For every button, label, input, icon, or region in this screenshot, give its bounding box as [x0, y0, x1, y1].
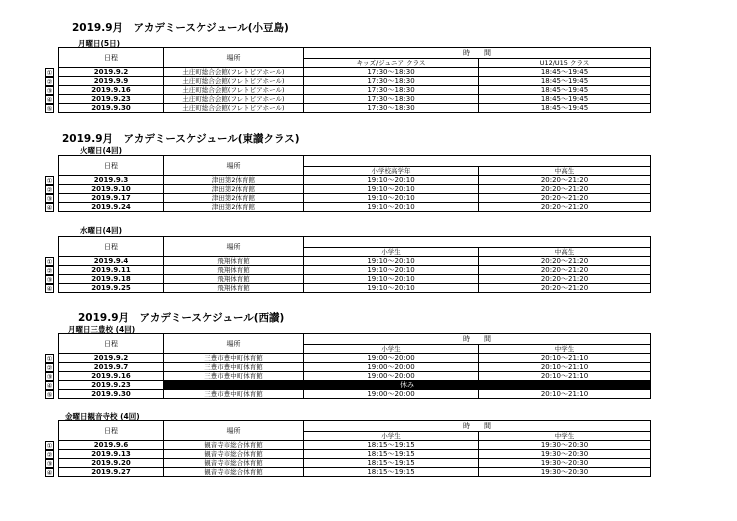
schedule-table	[58, 333, 651, 399]
schedule-table	[58, 155, 651, 212]
header-time	[304, 156, 651, 167]
table-row	[59, 354, 651, 363]
row-time-b: 18:45～19:45	[479, 104, 651, 113]
row-date: 2019.9.16	[59, 86, 164, 95]
header-place: 場所	[164, 156, 304, 176]
row-time-b: 18:45～19:45	[479, 86, 651, 95]
table-row	[59, 257, 651, 266]
section-title-shodoshima: 2019.9月 アカデミースケジュール(小豆島)	[72, 22, 289, 34]
row-date: 2019.9.16	[59, 372, 164, 381]
header-row	[59, 48, 651, 59]
row-time-b: 20:20～21:20	[479, 275, 651, 284]
row-number: ⑤	[46, 104, 53, 113]
row-number: ②	[46, 266, 53, 275]
header-row	[59, 421, 651, 432]
row-number: ②	[46, 363, 53, 372]
row-date: 2019.9.23	[59, 95, 164, 104]
row-place: 津田第2体育館	[164, 194, 304, 203]
table-row	[59, 77, 651, 86]
header-place: 場所	[164, 334, 304, 354]
row-time-a: 19:10～20:10	[304, 185, 479, 194]
schedule-table	[58, 420, 651, 477]
row-place: 三豊市豊中町体育館	[164, 363, 304, 372]
row-place: 飛翔体育館	[164, 275, 304, 284]
row-place: 土庄町総合会館(フレトピアホール)	[164, 68, 304, 77]
row-time-b: 20:20～21:20	[479, 284, 651, 293]
row-time-a: 18:15～19:15	[304, 441, 479, 450]
row-time-b: 20:20～21:20	[479, 266, 651, 275]
row-time-a: 19:00～20:00	[304, 372, 479, 381]
row-time-b: 20:10～21:10	[479, 372, 651, 381]
row-place: 津田第2体育館	[164, 176, 304, 185]
section-subtitle: 月曜日三豊校 (4回)	[68, 325, 136, 334]
row-time-b: 20:10～21:10	[479, 354, 651, 363]
row-date: 2019.9.27	[59, 468, 164, 477]
row-date: 2019.9.3	[59, 176, 164, 185]
row-place: 観音寺市総合体育館	[164, 468, 304, 477]
row-time-a: 17:30～18:30	[304, 68, 479, 77]
row-date: 2019.9.10	[59, 185, 164, 194]
header-date: 日程	[59, 48, 164, 68]
header-class-b: 中高生	[479, 167, 651, 176]
row-date: 2019.9.30	[59, 104, 164, 113]
row-place: 飛翔体育館	[164, 266, 304, 275]
row-number: ④	[46, 284, 53, 293]
row-number: ⑤	[46, 390, 53, 399]
row-number: ④	[46, 381, 53, 390]
row-number: ③	[46, 275, 53, 284]
table-row	[59, 194, 651, 203]
row-number: ①	[46, 441, 53, 450]
row-time-b: 18:45～19:45	[479, 68, 651, 77]
section-subtitle: 金曜日観音寺校 (4回)	[65, 412, 140, 421]
header-date: 日程	[59, 237, 164, 257]
header-date: 日程	[59, 334, 164, 354]
row-time-b: 20:20～21:20	[479, 194, 651, 203]
row-time-a: 18:15～19:15	[304, 450, 479, 459]
header-time: 時 間	[304, 421, 651, 432]
section-subtitle: 水曜日(4回)	[80, 226, 123, 235]
row-place: 三豊市豊中町体育館	[164, 390, 304, 399]
row-place: 飛翔体育館	[164, 257, 304, 266]
row-date: 2019.9.18	[59, 275, 164, 284]
header-place: 場所	[164, 237, 304, 257]
header-time	[304, 237, 651, 248]
header-time: 時 間	[304, 334, 651, 345]
row-place: 観音寺市総合体育館	[164, 459, 304, 468]
row-date: 2019.9.7	[59, 363, 164, 372]
row-place: 土庄町総合会館(フレトピアホール)	[164, 86, 304, 95]
row-number: ①	[46, 257, 53, 266]
row-number: ③	[46, 372, 53, 381]
row-number: ②	[46, 185, 53, 194]
header-place: 場所	[164, 48, 304, 68]
header-class-a: 小学校高学年	[304, 167, 479, 176]
row-date: 2019.9.23	[59, 381, 164, 390]
header-time: 時 間	[304, 48, 651, 59]
row-place: 三豊市豊中町体育館	[164, 354, 304, 363]
row-time-a: 17:30～18:30	[304, 95, 479, 104]
row-place: 観音寺市総合体育館	[164, 450, 304, 459]
table-row	[59, 459, 651, 468]
row-time-a: 17:30～18:30	[304, 86, 479, 95]
table-row	[59, 450, 651, 459]
row-date: 2019.9.11	[59, 266, 164, 275]
row-number: ①	[46, 68, 53, 77]
row-time-a: 18:15～19:15	[304, 459, 479, 468]
row-date: 2019.9.24	[59, 203, 164, 212]
row-place: 土庄町総合会館(フレトピアホール)	[164, 104, 304, 113]
schedule-table	[58, 236, 651, 293]
row-time-a: 19:10～20:10	[304, 176, 479, 185]
row-number: ②	[46, 77, 53, 86]
table-row	[59, 86, 651, 95]
row-time-b: 18:45～19:45	[479, 95, 651, 104]
row-number: ①	[46, 176, 53, 185]
row-place: 土庄町総合会館(フレトピアホール)	[164, 95, 304, 104]
row-time-a: 19:00～20:00	[304, 354, 479, 363]
row-date: 2019.9.20	[59, 459, 164, 468]
row-time-a: 19:10～20:10	[304, 275, 479, 284]
row-place: 土庄町総合会館(フレトピアホール)	[164, 77, 304, 86]
row-time-a: 17:30～18:30	[304, 77, 479, 86]
row-place: 飛翔体育館	[164, 284, 304, 293]
row-time-a: 18:15～19:15	[304, 468, 479, 477]
row-date: 2019.9.25	[59, 284, 164, 293]
row-place: 三豊市豊中町体育館	[164, 372, 304, 381]
header-class-b: U12/U15 クラス	[479, 59, 651, 68]
holiday-cell: 休み	[164, 381, 651, 390]
row-place: 津田第2体育館	[164, 203, 304, 212]
table-row	[59, 468, 651, 477]
row-date: 2019.9.6	[59, 441, 164, 450]
row-number: ④	[46, 95, 53, 104]
row-date: 2019.9.30	[59, 390, 164, 399]
row-date: 2019.9.2	[59, 354, 164, 363]
row-time-b: 20:20～21:20	[479, 176, 651, 185]
header-date: 日程	[59, 156, 164, 176]
row-number: ④	[46, 468, 53, 477]
row-time-a: 19:10～20:10	[304, 257, 479, 266]
header-class-a: キッズ/ジュニア クラス	[304, 59, 479, 68]
row-number: ④	[46, 203, 53, 212]
row-number: ③	[46, 459, 53, 468]
row-date: 2019.9.4	[59, 257, 164, 266]
row-time-b: 20:10～21:10	[479, 390, 651, 399]
row-time-b: 19:30～20:30	[479, 441, 651, 450]
row-date: 2019.9.9	[59, 77, 164, 86]
table-row	[59, 381, 651, 390]
row-number: ③	[46, 194, 53, 203]
header-class-a: 小学生	[304, 248, 479, 257]
header-row	[59, 237, 651, 248]
row-date: 2019.9.2	[59, 68, 164, 77]
row-time-b: 19:30～20:30	[479, 468, 651, 477]
table-row	[59, 363, 651, 372]
row-time-b: 20:20～21:20	[479, 257, 651, 266]
row-number: ③	[46, 86, 53, 95]
table-row	[59, 176, 651, 185]
header-date: 日程	[59, 421, 164, 441]
header-class-a: 小学生	[304, 432, 479, 441]
table-row	[59, 441, 651, 450]
header-class-b: 中高生	[479, 248, 651, 257]
row-time-a: 17:30～18:30	[304, 104, 479, 113]
row-time-a: 19:00～20:00	[304, 390, 479, 399]
schedule-table	[58, 47, 651, 113]
table-row	[59, 185, 651, 194]
table-row	[59, 266, 651, 275]
row-time-a: 19:10～20:10	[304, 203, 479, 212]
header-class-b: 中学生	[479, 432, 651, 441]
header-row	[59, 156, 651, 167]
row-place: 津田第2体育館	[164, 185, 304, 194]
section-subtitle: 火曜日(4回)	[80, 146, 123, 155]
table-row	[59, 390, 651, 399]
table-row	[59, 203, 651, 212]
header-place: 場所	[164, 421, 304, 441]
row-time-b: 20:20～21:20	[479, 203, 651, 212]
row-time-b: 20:10～21:10	[479, 363, 651, 372]
row-time-a: 19:10～20:10	[304, 194, 479, 203]
row-place: 観音寺市総合体育館	[164, 441, 304, 450]
section-title-tosan: 2019.9月 アカデミースケジュール(東讃クラス)	[62, 133, 300, 145]
row-date: 2019.9.17	[59, 194, 164, 203]
table-row	[59, 95, 651, 104]
header-row	[59, 334, 651, 345]
section-subtitle: 月曜日(5日)	[78, 39, 121, 48]
row-time-b: 20:20～21:20	[479, 185, 651, 194]
row-date: 2019.9.13	[59, 450, 164, 459]
table-row	[59, 372, 651, 381]
row-time-b: 19:30～20:30	[479, 450, 651, 459]
row-time-b: 19:30～20:30	[479, 459, 651, 468]
row-time-b: 18:45～19:45	[479, 77, 651, 86]
table-row	[59, 275, 651, 284]
row-time-a: 19:00～20:00	[304, 363, 479, 372]
header-class-b: 中学生	[479, 345, 651, 354]
table-row	[59, 104, 651, 113]
header-class-a: 小学生	[304, 345, 479, 354]
table-row	[59, 68, 651, 77]
row-number: ②	[46, 450, 53, 459]
row-time-a: 19:10～20:10	[304, 284, 479, 293]
row-time-a: 19:10～20:10	[304, 266, 479, 275]
section-title-seisan: 2019.9月 アカデミースケジュール(西讃)	[78, 312, 285, 324]
row-number: ①	[46, 354, 53, 363]
table-row	[59, 284, 651, 293]
